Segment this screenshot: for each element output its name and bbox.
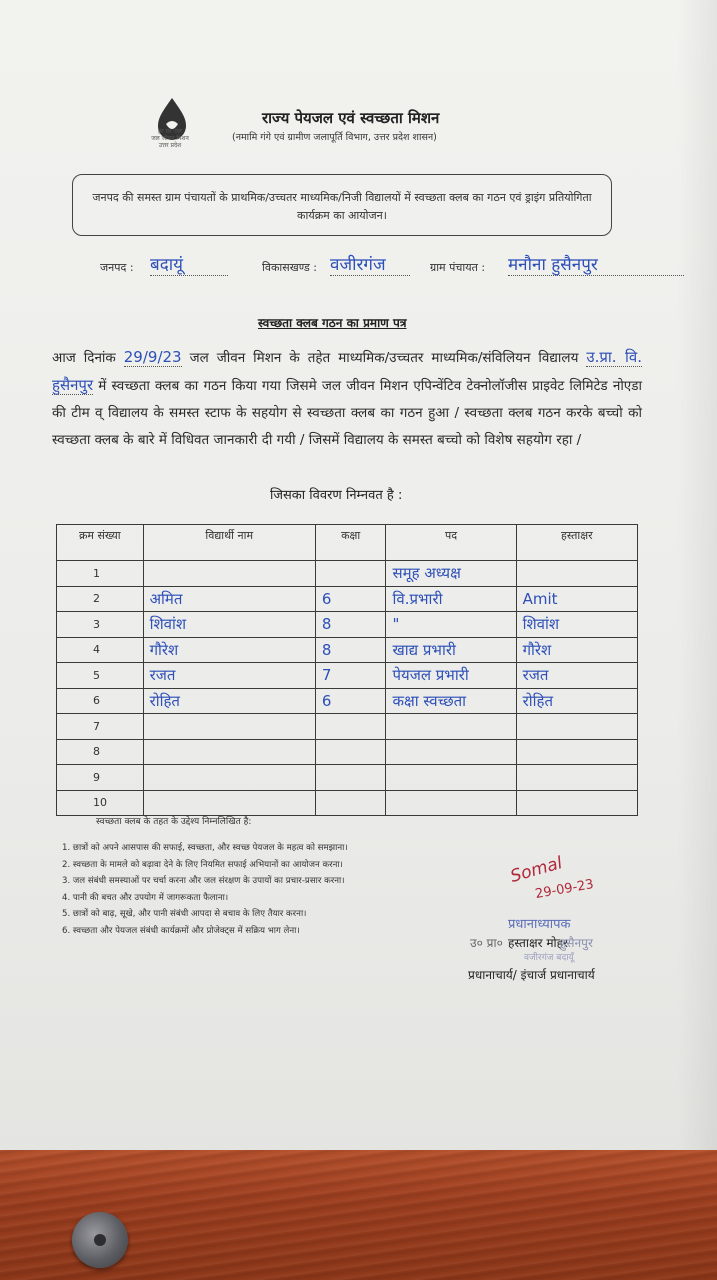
post-cell: "	[386, 612, 516, 638]
table-row	[57, 765, 638, 791]
post-cell	[386, 714, 516, 740]
name-cell	[143, 790, 315, 816]
table-row	[57, 688, 638, 714]
objective-item: 1. छात्रों को अपने आसपास की सफाई, स्वच्छता, और स्वच्छ पेयजल के महत्व को समझाना।	[62, 843, 348, 853]
class-cell: 8	[315, 612, 386, 638]
document-title: स्वच्छता क्लब गठन का प्रमाण पत्र	[258, 316, 407, 330]
class-cell: 7	[315, 663, 386, 689]
class-cell: 6	[315, 586, 386, 612]
org-subtitle: (नमामि गंगे एवं ग्रामीण जलापूर्ति विभाग, उत्तर प्रदेश शासन)	[232, 132, 437, 143]
serial-cell: 6	[57, 688, 144, 714]
table-row	[57, 663, 638, 689]
objectives-list	[62, 840, 348, 939]
serial-cell: 1	[57, 561, 144, 587]
sign-cell	[516, 765, 637, 791]
post-cell: कक्षा स्वच्छता	[386, 688, 516, 714]
col-class: कक्षा	[315, 525, 386, 561]
name-cell	[143, 714, 315, 740]
name-cell: रोहित	[143, 688, 315, 714]
post-cell	[386, 790, 516, 816]
objective-item: 2. स्वच्छता के मामले को बढ़ावा देने के लिए नियमित सफाई अभियानों का आयोजन करना।	[62, 859, 343, 870]
name-cell: रजत	[143, 663, 315, 689]
school-value: उ.प्रा. वि. हुसैनपुर	[52, 348, 642, 394]
objective-item: 4. पानी की बचत और उपयोग में जागरूकता फैलाना।	[62, 892, 229, 903]
district-value: बदायूं	[150, 252, 228, 276]
objective-item: 3. जल संबंधी समस्याओं पर चर्चा करना और जल संरक्षण के उपायों का प्रचार-प्रसार करना।	[62, 876, 345, 886]
paper-shadow	[677, 0, 717, 1165]
stamp-block: वजीरगंज बदायूँ	[524, 953, 574, 963]
principal-sign-line: प्रधानाचार्य/ इंचार्ज प्रधानाचार्य	[468, 968, 595, 982]
stamp-role: प्रधानाध्यापक	[508, 917, 571, 932]
serial-cell: 10	[57, 790, 144, 816]
sign-cell: Amit	[516, 586, 637, 612]
name-cell: गौरेश	[143, 637, 315, 663]
students-table	[56, 524, 638, 816]
table-heading: जिसका विवरण निम्नवत है :	[270, 488, 403, 503]
serial-cell: 2	[57, 586, 144, 612]
post-cell: वि.प्रभारी	[386, 586, 516, 612]
logo-caption: हर घर जल जल जीवन मिशन उत्तर प्रदेश	[151, 128, 189, 149]
serial-cell: 3	[57, 612, 144, 638]
name-cell	[143, 561, 315, 587]
org-title: राज्य पेयजल एवं स्वच्छता मिशन	[262, 109, 440, 127]
notice-box: जनपद की समस्त ग्राम पंचायतों के प्राथमिक/उच्चतर माध्यमिक/निजी विद्यालयों में स्वच्छता क्लब का गठन एवं ड्राइंग प्रतियोगिता कार्यक्रम का आयोजन।	[72, 174, 612, 236]
block-value: वजीरगंज	[330, 252, 410, 276]
signature-date: 29-09-23	[534, 876, 595, 903]
class-cell	[315, 714, 386, 740]
table-row	[57, 586, 638, 612]
name-cell	[143, 739, 315, 765]
district-label: जनपद :	[100, 261, 134, 274]
panchayat-value: मनौना हुसैनपुर	[508, 252, 684, 276]
sign-cell	[516, 790, 637, 816]
para-part-1: आज दिनांक	[52, 350, 116, 366]
sign-cell	[516, 561, 637, 587]
sign-cell: गौरेश	[516, 637, 637, 663]
table-row	[57, 612, 638, 638]
class-cell	[315, 561, 386, 587]
post-cell	[386, 739, 516, 765]
class-cell	[315, 739, 386, 765]
post-cell: खाद्य प्रभारी	[386, 637, 516, 663]
name-cell: शिवांश	[143, 612, 315, 638]
serial-cell: 7	[57, 714, 144, 740]
panchayat-label: ग्राम पंचायत :	[430, 261, 486, 274]
class-cell: 8	[315, 637, 386, 663]
push-pin-icon	[72, 1212, 128, 1268]
table-row	[57, 637, 638, 663]
stamp-prefix: उ० प्रा०	[470, 936, 503, 950]
post-cell	[386, 765, 516, 791]
objective-item: 6. स्वच्छता और पेयजल संबंधी कार्यक्रमों और प्रोजेक्ट्स में सक्रिय भाग लेना।	[62, 925, 300, 936]
table-row	[57, 790, 638, 816]
col-post: पद	[386, 525, 516, 561]
post-cell: पेयजल प्रभारी	[386, 663, 516, 689]
serial-cell: 5	[57, 663, 144, 689]
certificate-paragraph	[52, 344, 642, 454]
stamp-place: हुसैनपुर	[560, 936, 593, 950]
para-part-3: में स्वच्छता क्लब का गठन किया गया जिसमे जल जीवन मिशन एपिन्वेंटिव टेक्नोलॉजीस प्राइवेट लिमिटेड नोएडा की टीम व् विद्यालय के समस्त स्टाफ के सहयोग से स्वच्छता क्लब का गठन हुआ / स्वच्छता क्लब गठन करके बच्चो को स्वच्छता क्लब के बारे में विधिवत जानकारी दी गयी / जिसमें विद्यालय के समस्त बच्चो को विशेष सहयोग रहा /	[52, 378, 642, 448]
serial-cell: 9	[57, 765, 144, 791]
handwritten-signature: Somal	[508, 853, 565, 887]
name-cell	[143, 765, 315, 791]
col-signature: हस्ताक्षर	[516, 525, 637, 561]
col-name: विद्यार्थी नाम	[143, 525, 315, 561]
date-value: 29/9/23	[123, 348, 182, 366]
col-serial: क्रम संख्या	[57, 525, 144, 561]
table-row	[57, 714, 638, 740]
sign-cell: रजत	[516, 663, 637, 689]
name-cell: अमित	[143, 586, 315, 612]
sign-cell: शिवांश	[516, 612, 637, 638]
table-header-row	[57, 525, 638, 561]
class-cell	[315, 765, 386, 791]
sign-cell: रोहित	[516, 688, 637, 714]
class-cell	[315, 790, 386, 816]
serial-cell: 4	[57, 637, 144, 663]
block-label: विकासखण्ड :	[262, 261, 318, 274]
serial-cell: 8	[57, 739, 144, 765]
stamp-label: हस्ताक्षर मोहर	[508, 936, 568, 950]
sign-cell	[516, 739, 637, 765]
objectives-title: स्वच्छता क्लब के तहत के उद्देश्य निम्नलिखित है:	[96, 817, 252, 827]
objective-item: 5. छात्रों को बाढ़, सूखे, और पानी संबंधी आपदा से बचाव के लिए तैयार करना।	[62, 909, 307, 919]
table-row	[57, 739, 638, 765]
para-part-2: जल जीवन मिशन के तहेत माध्यमिक/उच्चतर माध्यमिक/संविलियन विद्यालय	[189, 350, 579, 366]
post-cell: समूह अध्यक्ष	[386, 561, 516, 587]
class-cell: 6	[315, 688, 386, 714]
table-row	[57, 561, 638, 587]
sign-cell	[516, 714, 637, 740]
